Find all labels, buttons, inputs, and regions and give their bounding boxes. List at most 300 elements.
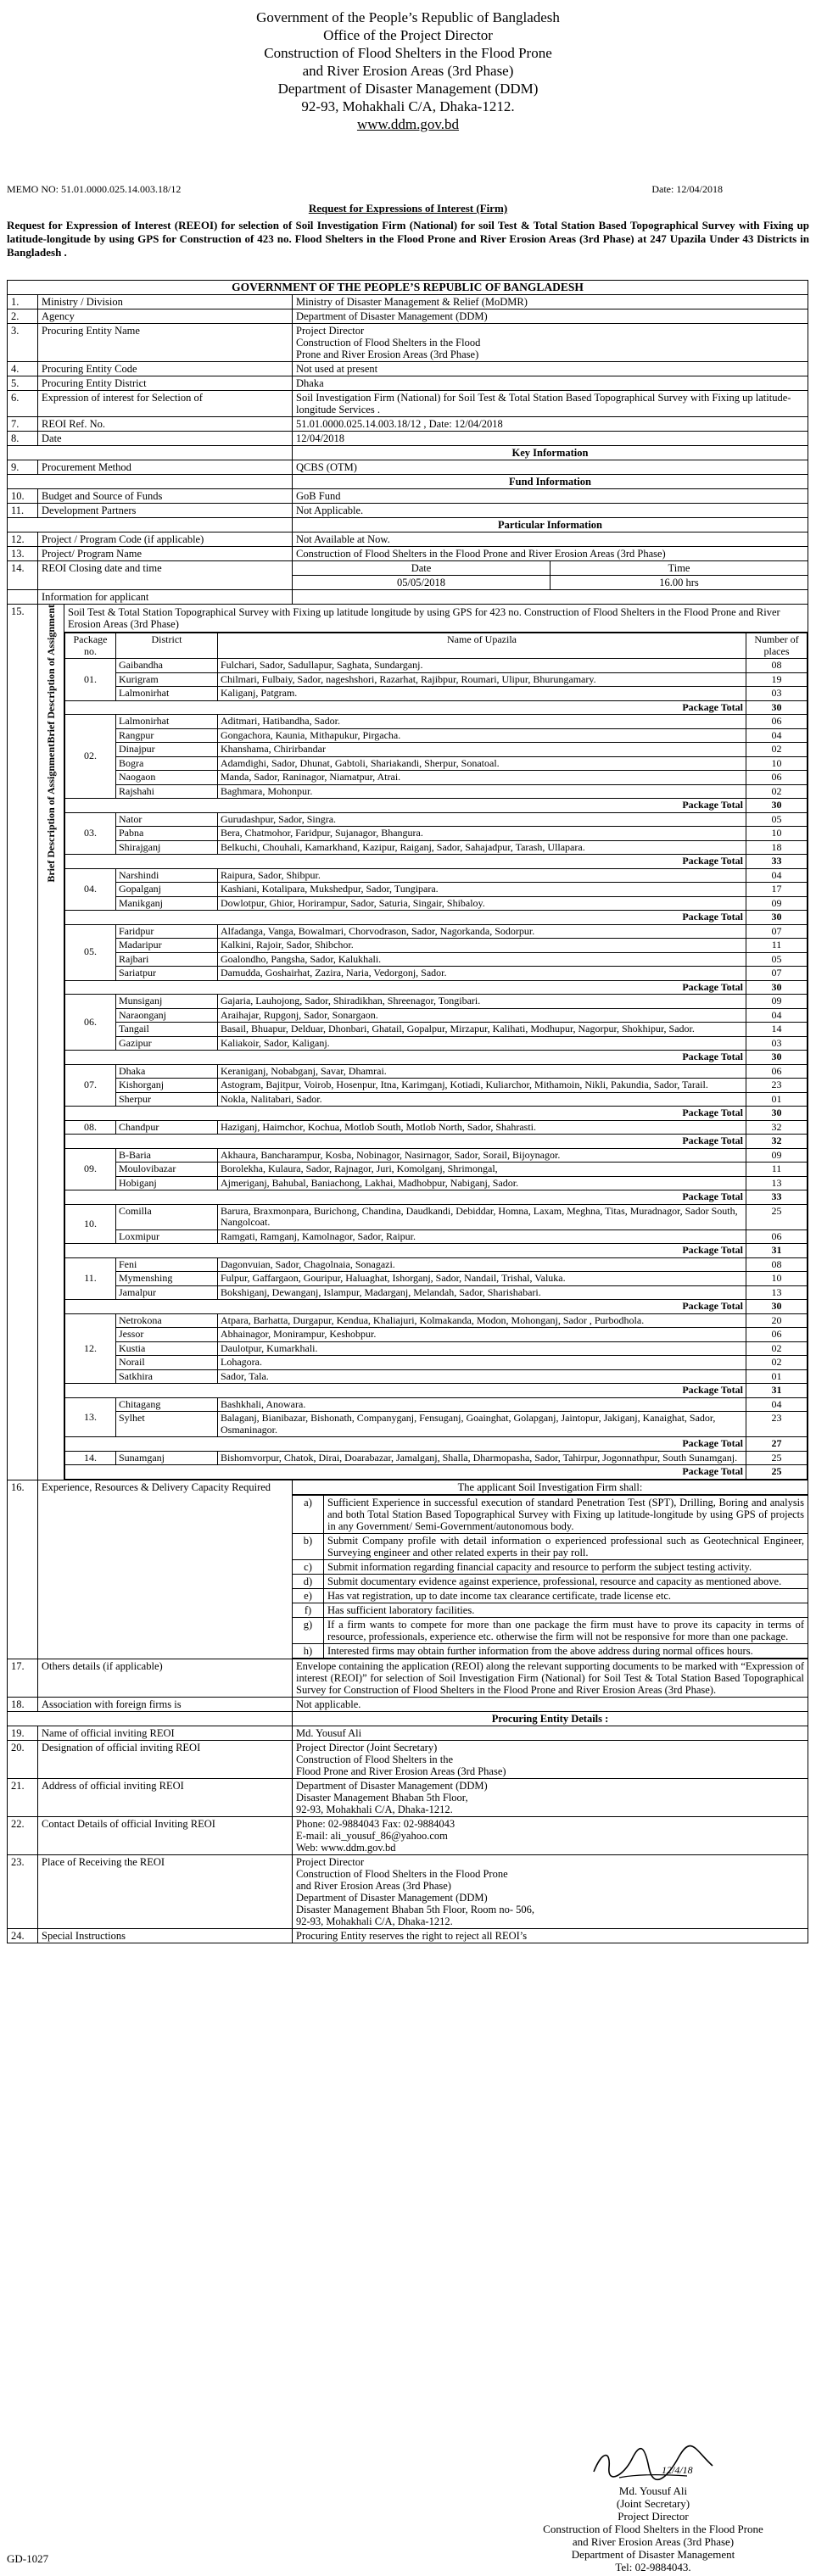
district-row <box>65 1176 808 1190</box>
package-total-row <box>65 1190 808 1205</box>
requirement-letter: g) <box>293 1617 324 1643</box>
upazila-list: Kashiani, Kotalipara, Mukshedpur, Sador, Tungipara. <box>218 883 746 897</box>
district-name: Dhaka <box>116 1064 218 1079</box>
places-count: 11 <box>746 939 808 953</box>
places-count: 08 <box>746 1257 808 1272</box>
district-name: Mymenshing <box>116 1272 218 1286</box>
upazila-list: Barura, Braxmonpara, Burichong, Chandina, Daudkandi, Debiddar, Homna, Laxam, Meghna, Titas, Muradnagor, Sador South, Nangolcoat. <box>218 1204 746 1229</box>
package-total-label: Package Total <box>65 1107 746 1121</box>
col-package-no: Package no. <box>65 633 116 659</box>
package-total-value: 30 <box>746 799 808 813</box>
info-row-14 <box>8 561 808 590</box>
info-row-6 <box>8 391 808 417</box>
package-total-label: Package Total <box>65 1384 746 1398</box>
memo-number: MEMO NO: 51.01.0000.025.14.003.18/12 <box>7 183 182 195</box>
district-name: B-Baria <box>116 1148 218 1163</box>
package-total-value: 31 <box>746 1244 808 1258</box>
district-name: Shirajganj <box>116 840 218 855</box>
district-name: Nator <box>116 812 218 827</box>
district-row <box>65 896 808 911</box>
package-total-label: Package Total <box>65 855 746 869</box>
requirement-letter: h) <box>293 1643 324 1658</box>
upazila-list: Astogram, Bajitpur, Voirob, Hosenpur, Itna, Karimganj, Kotiadi, Kuliarchor, Mithamoin, Nikli, Pakundia, Sador, Tarail. <box>218 1079 746 1093</box>
signature-block <box>492 2442 814 2573</box>
places-count: 14 <box>746 1023 808 1037</box>
letterhead-line-5: Department of Disaster Management (DDM) <box>277 81 539 97</box>
upazila-list: Abhainagor, Monirampur, Keshobpur. <box>218 1328 746 1342</box>
package-number: 08. <box>65 1120 116 1135</box>
requirement-letter: e) <box>293 1588 324 1603</box>
row-value: Phone: 02-9884043 Fax: 02-9884043 E-mail: ali_yousuf_86@yahoo.com Web: www.ddm.gov.bd <box>293 1816 808 1854</box>
places-count: 04 <box>746 1008 808 1023</box>
district-row <box>65 812 808 827</box>
requirement-item <box>293 1588 808 1603</box>
district-name: Hobiganj <box>116 1176 218 1190</box>
info-row-8 <box>8 432 808 446</box>
row-label: Development Partners <box>38 504 293 518</box>
upazila-list: Adamdighi, Sador, Dhunat, Gabtoli, Shariakandi, Sherpur, Sonatoal. <box>218 756 746 771</box>
requirements-table <box>293 1495 808 1659</box>
package-total-label: Package Total <box>65 1190 746 1205</box>
reoi-table <box>7 280 808 1943</box>
row-value: GoB Fund <box>293 489 808 504</box>
upazila-list: Araihajar, Rupgonj, Sador, Sonargaon. <box>218 1008 746 1023</box>
package-number: 13. <box>65 1397 116 1437</box>
letterhead-line-1: Government of the People’s Republic of Bangladesh <box>256 9 560 25</box>
upazila-list: Kaliakoir, Sador, Kaliganj. <box>218 1036 746 1051</box>
places-count: 02 <box>746 1356 808 1370</box>
package-total-value: 33 <box>746 1190 808 1205</box>
signature-mark <box>492 2442 814 2484</box>
places-count: 19 <box>746 672 808 687</box>
requirement-item <box>293 1617 808 1643</box>
upazila-list: Dowlotpur, Ghior, Horirampur, Sador, Saturia, Singair, Shibaloy. <box>218 896 746 911</box>
row-label: Project/ Program Name <box>38 547 293 561</box>
package-number: 07. <box>65 1064 116 1107</box>
district-name: Netrokona <box>116 1313 218 1328</box>
requirement-text: Submit information regarding financial capacity and resource to perform the subject testing activity. <box>324 1559 808 1574</box>
row-number: 21. <box>8 1778 38 1816</box>
district-row <box>65 771 808 785</box>
district-row <box>65 728 808 743</box>
district-row <box>65 659 808 673</box>
row-number: 3. <box>8 324 38 362</box>
places-count: 11 <box>746 1163 808 1177</box>
district-name: Loxmipur <box>116 1229 218 1244</box>
places-count: 18 <box>746 840 808 855</box>
places-count: 04 <box>746 1397 808 1412</box>
package-total-row <box>65 980 808 995</box>
row-value: Project Director Construction of Flood Shelters in the Flood Prone and River Erosion Areas (3rd Phase) Department of Disaster Management (DDM) Disaster Management Bhaban 5th Floor, Room no- 506, 92-93, Mohakhali C/A, Dhaka-1212. <box>293 1854 808 1928</box>
closing-date: 05/05/2018 <box>293 576 551 590</box>
places-count: 32 <box>746 1120 808 1135</box>
package-number: 03. <box>65 812 116 855</box>
section-heading: Procuring Entity Details : <box>293 1711 808 1726</box>
package-total-label: Package Total <box>65 700 746 715</box>
upazila-list: Manda, Sador, Raninagor, Niamatpur, Atrai. <box>218 771 746 785</box>
row-number: 7. <box>8 417 38 432</box>
info-row-2 <box>8 309 808 324</box>
district-row <box>65 1008 808 1023</box>
row-label: Project / Program Code (if applicable) <box>38 532 293 547</box>
district-row <box>65 1204 808 1229</box>
district-row <box>65 1272 808 1286</box>
signatory-line-5: and River Erosion Areas (3rd Phase) <box>572 2535 735 2548</box>
requirement-text: Has sufficient laboratory facilities. <box>324 1603 808 1617</box>
places-count: 07 <box>746 967 808 981</box>
upazila-list: Akhaura, Bancharampur, Kosba, Nobinagor, Nasirnagor, Sador, Sorail, Bijoynagor. <box>218 1148 746 1163</box>
district-row <box>65 1229 808 1244</box>
particular-information-heading <box>8 518 808 532</box>
upazila-list: Ramgati, Ramganj, Kamolnagor, Sador, Raipur. <box>218 1229 746 1244</box>
district-row <box>65 840 808 855</box>
district-row <box>65 1163 808 1177</box>
district-name: Satkhira <box>116 1369 218 1384</box>
letterhead-website-link[interactable]: www.ddm.gov.bd <box>356 116 460 132</box>
package-total-row <box>65 1107 808 1121</box>
district-name: Pabna <box>116 827 218 841</box>
upazila-list: Ajmeriganj, Bahubal, Baniachong, Lakhai, Madhobpur, Nabiganj, Sador. <box>218 1176 746 1190</box>
requirement-text: If a firm wants to compete for more than one package the firm must have to prove its capacity in terms of resource, professionals, experience etc. otherwise the firm will not be responsive for more than one package. <box>324 1617 808 1643</box>
row-value: Ministry of Disaster Management & Relief (MoDMR) <box>293 295 808 309</box>
district-row <box>65 1120 808 1135</box>
package-total-label: Package Total <box>65 1051 746 1065</box>
package-total-label: Package Total <box>65 980 746 995</box>
package-number: 14. <box>65 1451 116 1465</box>
district-row <box>65 1341 808 1356</box>
row-value: Soil Investigation Firm (National) for Soil Test & Total Station Based Topographical Survey with Fixing up latitude-longitude Services . <box>293 391 808 417</box>
district-name: Lalmonirhat <box>116 715 218 729</box>
district-name: Madaripur <box>116 939 218 953</box>
district-name: Sylhet <box>116 1412 218 1437</box>
upazila-list: Khanshama, Chirirbandar <box>218 743 746 757</box>
row-number: 13. <box>8 547 38 561</box>
district-row <box>65 1064 808 1079</box>
row-label: Date <box>38 432 293 446</box>
district-row <box>65 1369 808 1384</box>
info-row-15 <box>8 605 808 1480</box>
info-row-4 <box>8 362 808 376</box>
district-row <box>65 1328 808 1342</box>
info-row-11 <box>8 504 808 518</box>
row-value: Not Applicable. <box>293 504 808 518</box>
signatory-name: Md. Yousuf Ali <box>618 2484 688 2497</box>
requirement-text: Submit Company profile with detail information o experienced professional such as Geotechnical Engineer, Surveying engineer and other related experts in their pay roll. <box>324 1533 808 1559</box>
district-name: Manikganj <box>116 896 218 911</box>
district-name: Sariatpur <box>116 967 218 981</box>
district-row <box>65 1092 808 1107</box>
upazila-list: Baghmara, Mohonpur. <box>218 784 746 799</box>
row-label: Procuring Entity District <box>38 376 293 391</box>
upazila-list: Haziganj, Haimchor, Kochua, Motlob South, Motlob North, Sador, Shahrasti. <box>218 1120 746 1135</box>
upazila-list: Alfadanga, Vanga, Bowalmari, Chorvodrason, Sador, Nagorkanda, Sodorpur. <box>218 924 746 939</box>
places-count: 01 <box>746 1369 808 1384</box>
row-number: 22. <box>8 1816 38 1854</box>
upazila-list: Sador, Tala. <box>218 1369 746 1384</box>
signatory-title: (Joint Secretary) <box>616 2497 690 2510</box>
package-total-row <box>65 1135 808 1149</box>
district-row <box>65 1313 808 1328</box>
package-header-row <box>65 633 808 659</box>
package-number: 10. <box>65 1204 116 1244</box>
info-row-5 <box>8 376 808 391</box>
row-value: Envelope containing the application (REOI) along the relevant supporting documents to be marked with “Expression of interest (REOI)” for selection of Soil Investigation Firm (National) for Soil Test & Total Station Based Topographical Survey for Construction of Flood Shelters in the Flood Prone and River Erosion Areas (3rd Phase). <box>293 1659 808 1697</box>
section-heading: Particular Information <box>293 518 808 532</box>
places-count: 04 <box>746 728 808 743</box>
upazila-list: Borolekha, Kulaura, Sador, Rajnagor, Juri, Komolganj, Shrimongal, <box>218 1163 746 1177</box>
district-row <box>65 924 808 939</box>
district-row <box>65 1397 808 1412</box>
side-label-brief-description: Brief Description of Assignment <box>45 743 57 883</box>
places-count: 04 <box>746 868 808 883</box>
package-total-value: 30 <box>746 980 808 995</box>
row-value: Project Director (Joint Secretary) Construction of Flood Shelters in the Flood Prone and River Erosion Areas (3rd Phase) <box>293 1740 808 1778</box>
district-row <box>65 672 808 687</box>
places-count: 25 <box>746 1451 808 1465</box>
assignment-intro: Soil Test & Total Station Topographical Survey with Fixing up latitude longitude by using GPS for 423 no. Construction of Flood Shelters in the Flood Prone and River Erosion Areas (3rd Phase) <box>64 605 808 633</box>
row-number: 14. <box>8 561 38 590</box>
row-number: 6. <box>8 391 38 417</box>
places-count: 10 <box>746 756 808 771</box>
row-value: Not Available at Now. <box>293 532 808 547</box>
upazila-list: Atpara, Barhatta, Durgapur, Kendua, Khaliajuri, Kolmakanda, Modon, Mohonganj, Sador , Purbodhola. <box>218 1313 746 1328</box>
package-number: 02. <box>65 715 116 799</box>
upazila-list: Gurudashpur, Sador, Singra. <box>218 812 746 827</box>
requirement-text: Sufficient Experience in successful execution of standard Penetration Test (SPT), Drilling, Boring and analysis and both Total Station Based Topographical Survey with Fixing up latitude-longitude by using GPS of projects in any Government/ Semi-Government/autonomous body. <box>324 1495 808 1533</box>
info-row-7 <box>8 417 808 432</box>
upazila-list: Aditmari, Hatibandha, Sador. <box>218 715 746 729</box>
district-row <box>65 995 808 1009</box>
requirement-letter: a) <box>293 1495 324 1533</box>
places-count: 09 <box>746 1148 808 1163</box>
info-row-18 <box>8 1697 808 1711</box>
requirement-letter: b) <box>293 1533 324 1559</box>
row-number: 2. <box>8 309 38 324</box>
upazila-list: Keraniganj, Nobabganj, Savar, Dhamrai. <box>218 1064 746 1079</box>
package-total-value: 33 <box>746 855 808 869</box>
places-count: 23 <box>746 1412 808 1437</box>
places-count: 05 <box>746 952 808 967</box>
info-row-21 <box>8 1778 808 1816</box>
places-count: 09 <box>746 995 808 1009</box>
row-label: Experience, Resources & Delivery Capacity Required <box>38 1480 293 1659</box>
upazila-list: Bishomvorpur, Chatok, Dirai, Doarabazar, Jamalganj, Shalla, Dharmopasha, Sador, Tahirpur, Jogonnathpur, South Sunamganj. <box>218 1451 746 1465</box>
places-count: 03 <box>746 1036 808 1051</box>
upazila-list: Gongachora, Kaunia, Mithapukur, Pirgacha. <box>218 728 746 743</box>
district-row <box>65 883 808 897</box>
key-information-heading <box>8 446 808 460</box>
package-number: 11. <box>65 1257 116 1300</box>
places-count: 09 <box>746 896 808 911</box>
upazila-list: Fulchari, Sador, Sadullapur, Saghata, Sundarganj. <box>218 659 746 673</box>
col-places: Number of places <box>746 633 808 659</box>
requirement-item <box>293 1643 808 1658</box>
letterhead-line-4: and River Erosion Areas (3rd Phase) <box>302 63 514 79</box>
upazila-list: Fulpur, Gaffargaon, Gouripur, Haluaghat, Ishorganj, Sador, Nandail, Trishal, Valuka. <box>218 1272 746 1286</box>
requirement-letter: c) <box>293 1559 324 1574</box>
upazila-list: Balaganj, Bianibazar, Bishonath, Companyganj, Fensuganj, Goainghat, Golapganj, Jaintopur, Jakiganj, Kanaighat, Sador, Osmaninagor. <box>218 1412 746 1437</box>
requirement-letter: d) <box>293 1574 324 1588</box>
package-total-value: 30 <box>746 1051 808 1065</box>
row-label: Procuring Entity Code <box>38 362 293 376</box>
district-name: Gazipur <box>116 1036 218 1051</box>
letterhead <box>0 8 816 133</box>
requirement-item <box>293 1495 808 1533</box>
district-row <box>65 1023 808 1037</box>
package-total-row <box>65 700 808 715</box>
places-count: 20 <box>746 1313 808 1328</box>
district-name: Kishorganj <box>116 1079 218 1093</box>
row-number: 20. <box>8 1740 38 1778</box>
places-count: 06 <box>746 771 808 785</box>
info-row-23 <box>8 1854 808 1928</box>
requirement-item <box>293 1533 808 1559</box>
package-total-label: Package Total <box>65 1465 746 1480</box>
signature-date: 12/4/18 <box>662 2464 693 2476</box>
district-name: Jamalpur <box>116 1285 218 1300</box>
row-label: REOI Closing date and time <box>38 561 293 590</box>
row-number: 11. <box>8 504 38 518</box>
intro-paragraph: Request for Expression of Interest (REEOI) for selection of Soil Investigation Firm (National) for soil Test & Total Station Based Topographical Survey with Fixing up latitude-longitude by using GPS for Construction of 423 no. Flood Shelters in the Flood Prone and River Erosion Areas (3rd Phase) at 247 Upazila Under 43 Districts in Bangladesh . <box>7 219 809 259</box>
upazila-list: Daulotpur, Kumarkhali. <box>218 1341 746 1356</box>
upazila-list: Bera, Chatmohor, Faridpur, Sujanagor, Bhangura. <box>218 827 746 841</box>
row-label: Place of Receiving the REOI <box>38 1854 293 1928</box>
package-total-value: 27 <box>746 1437 808 1452</box>
places-count: 23 <box>746 1079 808 1093</box>
places-count: 17 <box>746 883 808 897</box>
row-label: Agency <box>38 309 293 324</box>
district-row <box>65 687 808 701</box>
row-number: 1. <box>8 295 38 309</box>
row-label: Special Instructions <box>38 1928 293 1943</box>
district-name: Dinajpur <box>116 743 218 757</box>
row-value: Department of Disaster Management (DDM) <box>293 309 808 324</box>
district-row <box>65 952 808 967</box>
package-total-value: 25 <box>746 1465 808 1480</box>
package-total-value: 30 <box>746 911 808 925</box>
package-total-row <box>65 1384 808 1398</box>
upazila-list: Lohagora. <box>218 1356 746 1370</box>
row-number: 17. <box>8 1659 38 1697</box>
row-value: Dhaka <box>293 376 808 391</box>
district-name: Gopalganj <box>116 883 218 897</box>
places-count: 08 <box>746 659 808 673</box>
district-name: Rajbari <box>116 952 218 967</box>
package-total-row <box>65 799 808 813</box>
places-count: 01 <box>746 1092 808 1107</box>
info-row-22 <box>8 1816 808 1854</box>
district-row <box>65 743 808 757</box>
district-name: Bogra <box>116 756 218 771</box>
row-label: Address of official inviting REOI <box>38 1778 293 1816</box>
signatory-line-3: Project Director <box>618 2510 689 2523</box>
package-total-value: 32 <box>746 1135 808 1149</box>
request-title: Request for Expressions of Interest (Firm) <box>308 202 508 215</box>
section-heading: Key Information <box>293 446 808 460</box>
memo-date: Date: 12/04/2018 <box>651 183 723 195</box>
requirement-item <box>293 1559 808 1574</box>
places-count: 03 <box>746 687 808 701</box>
places-count: 25 <box>746 1204 808 1229</box>
district-name: Naogaon <box>116 771 218 785</box>
package-total-value: 31 <box>746 1384 808 1398</box>
places-count: 10 <box>746 827 808 841</box>
letterhead-line-2: Office of the Project Director <box>323 27 493 43</box>
letterhead-line-3: Construction of Flood Shelters in the Flood Prone <box>264 45 552 61</box>
row-value: Department of Disaster Management (DDM) Disaster Management Bhaban 5th Floor, 92-93, Mohakhali C/A, Dhaka-1212. <box>293 1778 808 1816</box>
row-label: Designation of official inviting REOI <box>38 1740 293 1778</box>
row-number: 18. <box>8 1697 38 1711</box>
upazila-list: Chilmari, Fulbaiy, Sador, nageshshori, Razarhat, Rajibpur, Roumari, Ulipur, Bhurungamary. <box>218 672 746 687</box>
district-name: Kustia <box>116 1341 218 1356</box>
row-label: Name of official inviting REOI <box>38 1726 293 1740</box>
row-number: 23. <box>8 1854 38 1928</box>
district-row <box>65 1079 808 1093</box>
col-upazila: Name of Upazila <box>218 633 746 659</box>
places-count: 10 <box>746 1272 808 1286</box>
date-header: Date <box>293 561 551 576</box>
upazila-list: Damudda, Goshairhat, Zazira, Naria, Vedorgonj, Sador. <box>218 967 746 981</box>
row-label: Others details (if applicable) <box>38 1659 293 1697</box>
row-number: 8. <box>8 432 38 446</box>
information-for-applicant-row <box>8 590 808 605</box>
row-number: 9. <box>8 460 38 475</box>
district-row <box>65 939 808 953</box>
package-total-label: Package Total <box>65 1244 746 1258</box>
package-total-row <box>65 911 808 925</box>
side-label-brief-description: Brief Description of Assignment <box>45 605 57 744</box>
package-total-row <box>65 1300 808 1314</box>
district-name: Munsiganj <box>116 995 218 1009</box>
upazila-list: Basail, Bhuapur, Delduar, Dhonbari, Ghatail, Gopalpur, Mirzapur, Kalihati, Modhupur, Nagorpur, Shokhipur, Sador. <box>218 1023 746 1037</box>
requirement-item <box>293 1574 808 1588</box>
district-row <box>65 1451 808 1465</box>
district-row <box>65 1412 808 1437</box>
district-name: Comilla <box>116 1204 218 1229</box>
row-label: Budget and Source of Funds <box>38 489 293 504</box>
package-number: 12. <box>65 1313 116 1384</box>
info-row-12 <box>8 532 808 547</box>
district-name: Sherpur <box>116 1092 218 1107</box>
closing-time: 16.00 hrs <box>659 577 699 588</box>
places-count: 06 <box>746 1229 808 1244</box>
info-row-1 <box>8 295 808 309</box>
info-row-24 <box>8 1928 808 1943</box>
district-name: Rangpur <box>116 728 218 743</box>
package-number: 09. <box>65 1148 116 1190</box>
info-row-17 <box>8 1659 808 1697</box>
info-row-20 <box>8 1740 808 1778</box>
district-name: Kurigram <box>116 672 218 687</box>
district-name: Chitagang <box>116 1397 218 1412</box>
row-value: Not used at present <box>293 362 808 376</box>
district-row <box>65 1036 808 1051</box>
package-total-label: Package Total <box>65 799 746 813</box>
district-row <box>65 756 808 771</box>
row-number: 10. <box>8 489 38 504</box>
district-name: Narshindi <box>116 868 218 883</box>
row-value: Procuring Entity reserves the right to reject all REOI’s <box>293 1928 808 1943</box>
info-row-3 <box>8 324 808 362</box>
upazila-list: Goalondho, Pangsha, Sador, Kalukhali. <box>218 952 746 967</box>
places-count: 06 <box>746 1064 808 1079</box>
row-label: Procuring Entity Name <box>38 324 293 362</box>
district-name: Tangail <box>116 1023 218 1037</box>
requirement-text: Interested firms may obtain further information from the above address during normal offices hours. <box>324 1643 808 1658</box>
info-row-19 <box>8 1726 808 1740</box>
row-label: Expression of interest for Selection of <box>38 391 293 417</box>
row-value: QCBS (OTM) <box>293 460 808 475</box>
